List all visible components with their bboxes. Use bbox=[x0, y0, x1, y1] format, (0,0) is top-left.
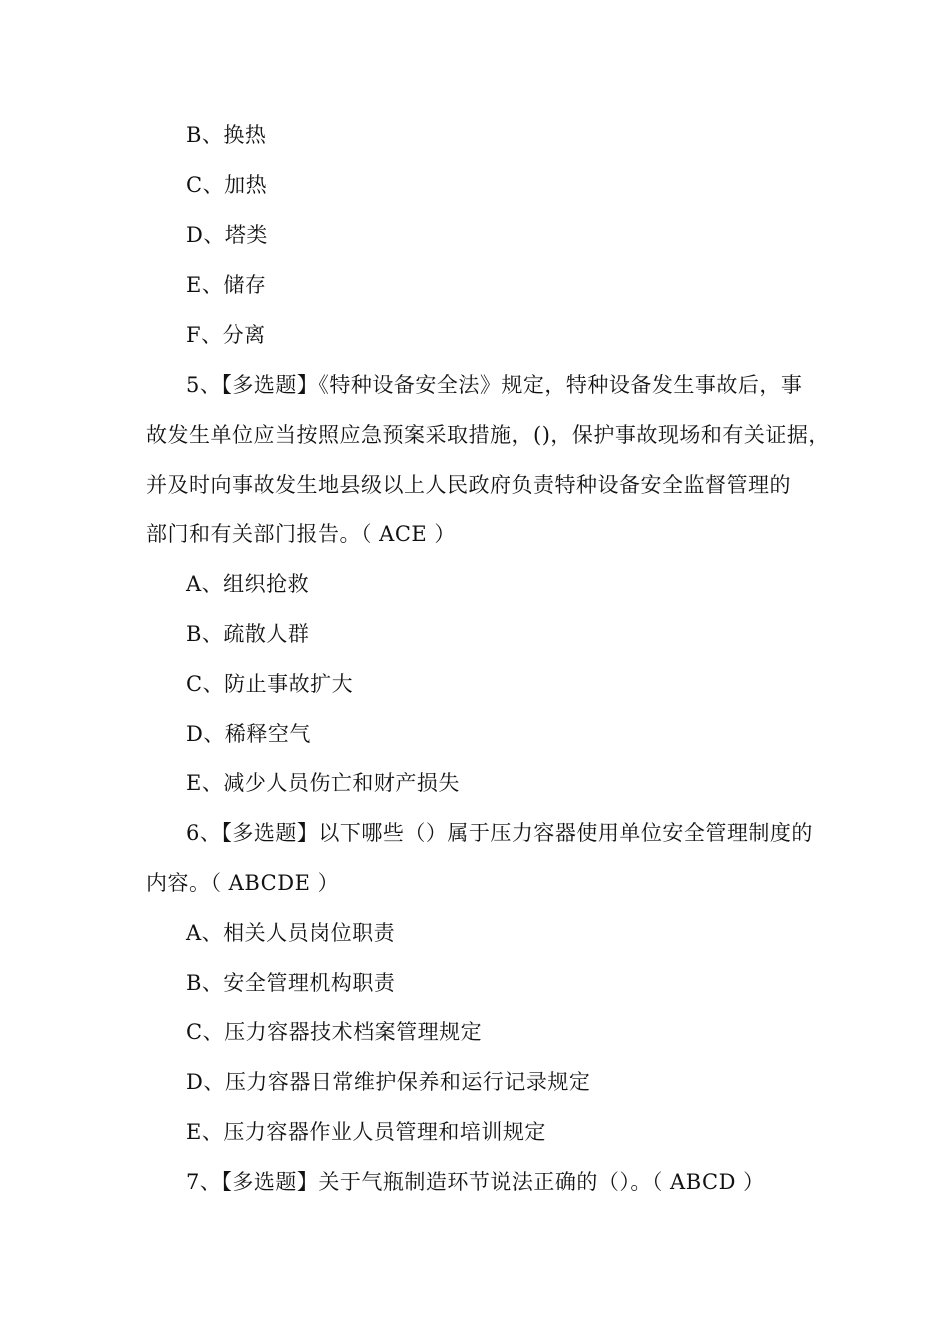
q5-stem-line-2: 故发生单位应当按照应急预案采取措施，()，保护事故现场和有关证据， bbox=[146, 423, 830, 447]
q5-option-d: D、稀释空气 bbox=[186, 722, 311, 746]
q5-stem-line-3: 并及时向事故发生地县级以上人民政府负责特种设备安全监督管理的 bbox=[146, 473, 791, 497]
q6-option-a: A、相关人员岗位职责 bbox=[186, 921, 396, 945]
q7-stem-line-1: 7、【多选题】关于气瓶制造环节说法正确的（）。（ ABCD ） bbox=[186, 1170, 765, 1194]
q5-stem-line-4: 部门和有关部门报告。（ ACE ） bbox=[146, 522, 456, 546]
q6-option-d: D、压力容器日常维护保养和运行记录规定 bbox=[186, 1070, 591, 1094]
q6-option-c: C、压力容器技术档案管理规定 bbox=[186, 1020, 483, 1044]
q5-option-c: C、防止事故扩大 bbox=[186, 672, 354, 696]
q5-option-e: E、减少人员伤亡和财产损失 bbox=[186, 771, 460, 795]
q6-stem-line-2: 内容。（ ABCDE ） bbox=[146, 871, 340, 895]
q5-stem-line-1: 5、【多选题】《特种设备安全法》规定，特种设备发生事故后，事 bbox=[186, 373, 803, 397]
q6-stem-line-1: 6、【多选题】以下哪些（）属于压力容器使用单位安全管理制度的 bbox=[186, 821, 813, 845]
q4-option-e: E、储存 bbox=[186, 273, 267, 297]
q4-option-c: C、加热 bbox=[186, 173, 268, 197]
q4-option-b: B、换热 bbox=[186, 123, 267, 147]
q6-option-b: B、安全管理机构职责 bbox=[186, 971, 396, 995]
q5-option-b: B、疏散人群 bbox=[186, 622, 310, 646]
q6-option-e: E、压力容器作业人员管理和培训规定 bbox=[186, 1120, 546, 1144]
q4-option-f: F、分离 bbox=[186, 323, 266, 347]
q5-option-a: A、组织抢救 bbox=[186, 572, 310, 596]
q4-option-d: D、塔类 bbox=[186, 223, 268, 247]
